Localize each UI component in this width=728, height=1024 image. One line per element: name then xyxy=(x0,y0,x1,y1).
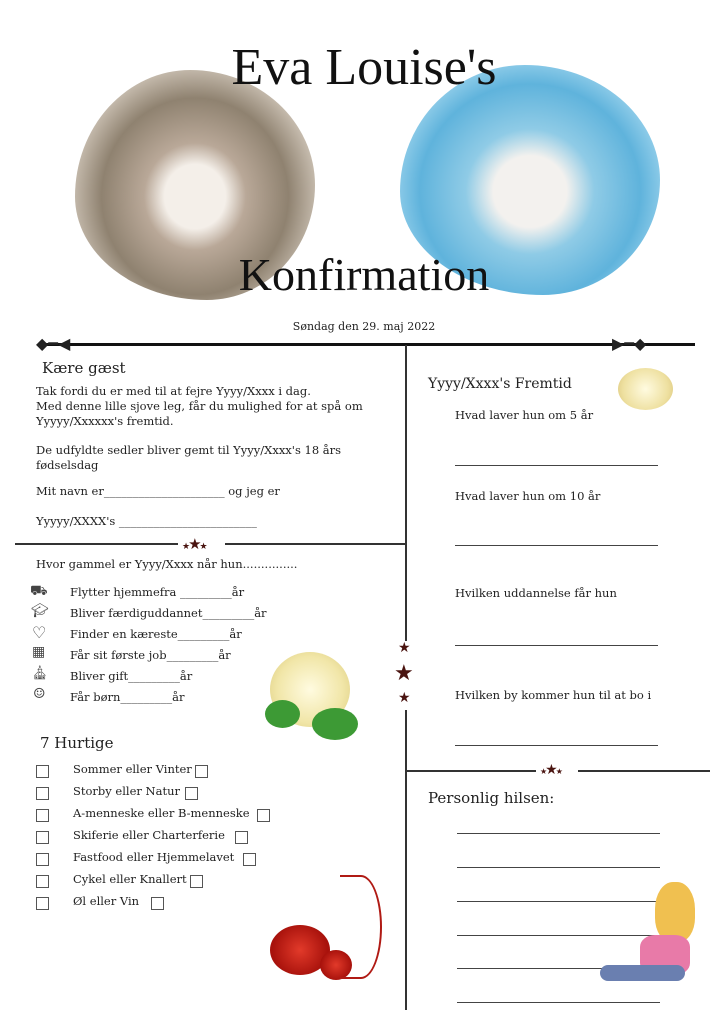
option-left-checkbox[interactable] xyxy=(36,875,49,888)
section-divider xyxy=(225,543,406,545)
option-right-checkbox[interactable] xyxy=(151,897,164,910)
age-question: Hvor gammel er Yyyy/Xxxx når hun............... xyxy=(36,557,298,571)
star-icon: ★ xyxy=(394,661,414,686)
greeting-line[interactable] xyxy=(457,1002,660,1003)
column-divider xyxy=(405,345,407,641)
future-question: Hvilken uddannelse får hun xyxy=(455,586,617,600)
future-question: Hvad laver hun om 10 år xyxy=(455,489,601,503)
section-divider xyxy=(578,770,710,772)
intro-text: Yyyyy/Xxxxxx's fremtid. xyxy=(36,414,174,428)
saved-text: De udfyldte sedler bliver gemt til Yyyy/Xxxx's 18 års xyxy=(36,443,342,457)
greeting-heading: Kære gæst xyxy=(42,359,126,377)
option-right-checkbox[interactable] xyxy=(257,809,270,822)
office-building-icon: ▦ xyxy=(32,644,46,660)
saved-text: fødselsdag xyxy=(36,458,99,472)
option-left-checkbox[interactable] xyxy=(36,765,49,778)
quick-question: A-menneske eller B-menneske xyxy=(73,806,250,820)
cartoon-girl-legs xyxy=(600,965,685,981)
relation-field[interactable]: Yyyyy/XXXX's ________________________ xyxy=(36,514,257,528)
greeting-line[interactable] xyxy=(457,867,660,868)
option-right-checkbox[interactable] xyxy=(195,765,208,778)
stars-icon: ★★★ xyxy=(182,535,206,553)
age-item[interactable]: Bliver færdiguddannet_________år xyxy=(70,606,267,620)
future-question: Hvilken by kommer hun til at bo i xyxy=(455,688,652,702)
stars-icon: ★★★ xyxy=(540,762,561,778)
quick-question: Sommer eller Vinter xyxy=(73,762,192,776)
answer-line[interactable] xyxy=(455,545,658,546)
age-item[interactable]: Får børn_________år xyxy=(70,690,185,704)
option-right-checkbox[interactable] xyxy=(190,875,203,888)
answer-line[interactable] xyxy=(455,645,658,646)
rose-swirl xyxy=(340,875,382,979)
church-icon: ⛪︎ xyxy=(31,665,49,681)
age-item[interactable]: Bliver gift_________år xyxy=(70,669,193,683)
greeting-line[interactable] xyxy=(457,901,660,902)
white-rose-image xyxy=(618,368,673,410)
option-left-checkbox[interactable] xyxy=(36,831,49,844)
option-right-checkbox[interactable] xyxy=(235,831,248,844)
greeting-line[interactable] xyxy=(457,935,660,936)
column-divider-lower xyxy=(405,710,407,1010)
intro-text: Tak fordi du er med til at fejre Yyyy/Xxxx i dag. xyxy=(36,384,311,398)
truck-icon: ⛟ xyxy=(30,583,48,599)
option-left-checkbox[interactable] xyxy=(36,809,49,822)
rose-leaf xyxy=(265,700,300,728)
option-left-checkbox[interactable] xyxy=(36,853,49,866)
age-item[interactable]: Finder en kæreste_________år xyxy=(70,627,242,641)
quick-question: Fastfood eller Hjemmelavet xyxy=(73,850,235,864)
option-left-checkbox[interactable] xyxy=(36,897,49,910)
event-date: Søndag den 29. maj 2022 xyxy=(292,320,436,333)
future-question: Hvad laver hun om 5 år xyxy=(455,408,594,422)
section-divider xyxy=(15,543,178,545)
age-item[interactable]: Flytter hjemmefra _________år xyxy=(70,585,245,599)
quick-question: Skiferie eller Charterferie xyxy=(73,828,225,842)
arrow-tail-icon: ◆━◀ xyxy=(36,334,71,353)
future-heading: Yyyy/Xxxx's Fremtid xyxy=(428,376,572,392)
answer-line[interactable] xyxy=(455,465,658,466)
star-icon: ★ xyxy=(398,640,411,656)
quick-question: Øl eller Vin xyxy=(73,894,140,908)
baby-icon: ☺ xyxy=(33,686,46,702)
event-title: Konfirmation xyxy=(238,249,490,300)
option-right-checkbox[interactable] xyxy=(185,787,198,800)
cartoon-girl-hair xyxy=(655,882,695,942)
greeting-line[interactable] xyxy=(457,833,660,834)
name-field[interactable]: Mit navn er_____________________ og jeg er xyxy=(36,484,280,498)
star-icon: ★ xyxy=(398,690,411,706)
option-right-checkbox[interactable] xyxy=(243,853,256,866)
intro-text: Med denne lille sjove leg, får du mulighed for at spå om xyxy=(36,399,363,413)
graduation-cap-icon: 🎓︎ xyxy=(31,603,49,619)
quick-question: Cykel eller Knallert xyxy=(73,872,187,886)
quick-question: Storby eller Natur xyxy=(73,784,180,798)
arrow-head-icon: ▶━◆ xyxy=(612,334,647,353)
section-divider xyxy=(406,770,536,772)
age-item[interactable]: Får sit første job_________år xyxy=(70,648,231,662)
arrow-divider xyxy=(40,343,695,346)
heart-icon: ♡ xyxy=(32,623,47,642)
option-left-checkbox[interactable] xyxy=(36,787,49,800)
page-title: Eva Louise's xyxy=(231,39,497,96)
rose-leaf xyxy=(312,708,358,740)
personal-greeting-heading: Personlig hilsen: xyxy=(428,789,555,807)
quick-questions-heading: 7 Hurtige xyxy=(40,734,114,752)
answer-line[interactable] xyxy=(455,745,658,746)
